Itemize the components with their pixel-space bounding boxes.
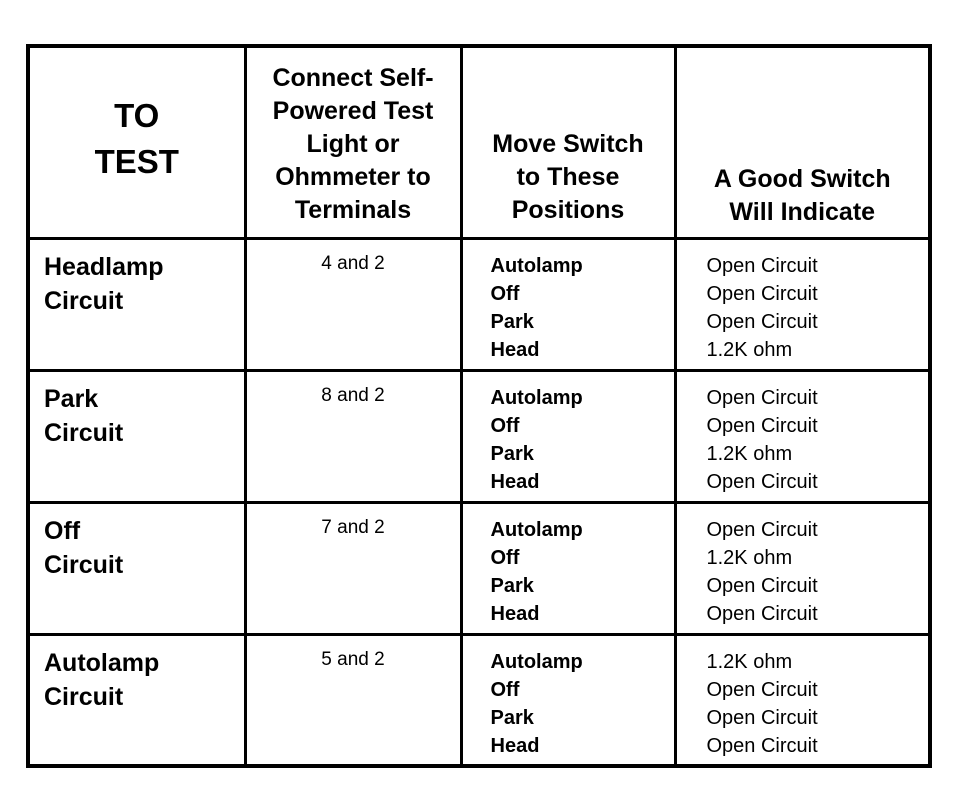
header-line: Light or	[306, 129, 400, 158]
indicate-item: Open Circuit	[706, 574, 818, 597]
position-item: Head	[490, 338, 540, 361]
indicate-item: Open Circuit	[706, 254, 818, 277]
header-line: Positions	[511, 195, 625, 224]
indicate-item: Open Circuit	[706, 678, 818, 701]
indicate-item: 1.2K ohm	[706, 338, 793, 361]
header-to-test	[30, 48, 245, 238]
test-name-line: Autolamp	[44, 648, 160, 677]
indicate-item: 1.2K ohm	[706, 650, 793, 673]
position-item: Autolamp	[490, 518, 583, 541]
positions-cell	[461, 370, 675, 502]
test-name-cell	[30, 370, 245, 502]
test-name-line: Circuit	[44, 682, 124, 711]
indicate-item: Open Circuit	[706, 706, 818, 729]
header-line: TO	[114, 97, 160, 135]
header-terminals	[245, 48, 461, 238]
indicate-item: Open Circuit	[706, 310, 818, 333]
indicates-cell	[675, 370, 928, 502]
header-line: Connect Self-	[272, 63, 434, 92]
header-line: Powered Test	[272, 96, 434, 125]
table-row	[30, 370, 928, 502]
header-line: A Good Switch	[713, 164, 891, 193]
position-item: Off	[490, 414, 520, 437]
terminals-cell: 4 and 2	[245, 238, 461, 370]
test-name-cell	[30, 634, 245, 766]
test-name-line: Circuit	[44, 418, 124, 447]
position-item: Off	[490, 546, 520, 569]
header-line: Will Indicate	[729, 197, 876, 226]
header-positions	[461, 48, 675, 238]
test-name-line: Off	[44, 516, 81, 545]
indicates-cell	[675, 634, 928, 766]
header-row	[30, 48, 928, 238]
indicate-item: Open Circuit	[706, 386, 818, 409]
indicate-item: 1.2K ohm	[706, 546, 793, 569]
test-name-cell	[30, 238, 245, 370]
switch-test-table-frame	[26, 44, 932, 768]
indicate-item: 1.2K ohm	[706, 442, 793, 465]
indicates-cell	[675, 238, 928, 370]
header-line: Ohmmeter to	[275, 162, 431, 191]
indicate-item: Open Circuit	[706, 470, 818, 493]
position-item: Park	[490, 706, 534, 729]
indicate-item: Open Circuit	[706, 602, 818, 625]
position-item: Head	[490, 602, 540, 625]
indicate-item: Open Circuit	[706, 734, 818, 757]
header-line: to These	[516, 162, 620, 191]
indicate-item: Open Circuit	[706, 282, 818, 305]
table-row	[30, 634, 928, 766]
table-row	[30, 502, 928, 634]
switch-test-table	[30, 48, 928, 766]
table-row	[30, 238, 928, 370]
test-name-line: Circuit	[44, 286, 124, 315]
positions-cell	[461, 634, 675, 766]
indicate-item: Open Circuit	[706, 518, 818, 541]
position-item: Autolamp	[490, 386, 583, 409]
test-name-cell	[30, 502, 245, 634]
header-indicate	[675, 48, 928, 238]
position-item: Park	[490, 574, 534, 597]
header-line: Terminals	[294, 195, 412, 224]
position-item: Autolamp	[490, 650, 583, 673]
position-item: Off	[490, 282, 520, 305]
terminals-cell: 8 and 2	[245, 370, 461, 502]
test-name-line: Circuit	[44, 550, 124, 579]
positions-cell	[461, 238, 675, 370]
terminals-cell: 7 and 2	[245, 502, 461, 634]
positions-cell	[461, 502, 675, 634]
position-item: Park	[490, 310, 534, 333]
position-item: Head	[490, 734, 540, 757]
indicate-item: Open Circuit	[706, 414, 818, 437]
position-item: Autolamp	[490, 254, 583, 277]
test-name-line: Headlamp	[44, 252, 164, 281]
test-name-line: Park	[44, 384, 99, 413]
terminals-cell: 5 and 2	[245, 634, 461, 766]
indicates-cell	[675, 502, 928, 634]
header-line: TEST	[94, 143, 179, 181]
position-item: Head	[490, 470, 540, 493]
header-line: Move Switch	[492, 129, 644, 158]
position-item: Off	[490, 678, 520, 701]
position-item: Park	[490, 442, 534, 465]
